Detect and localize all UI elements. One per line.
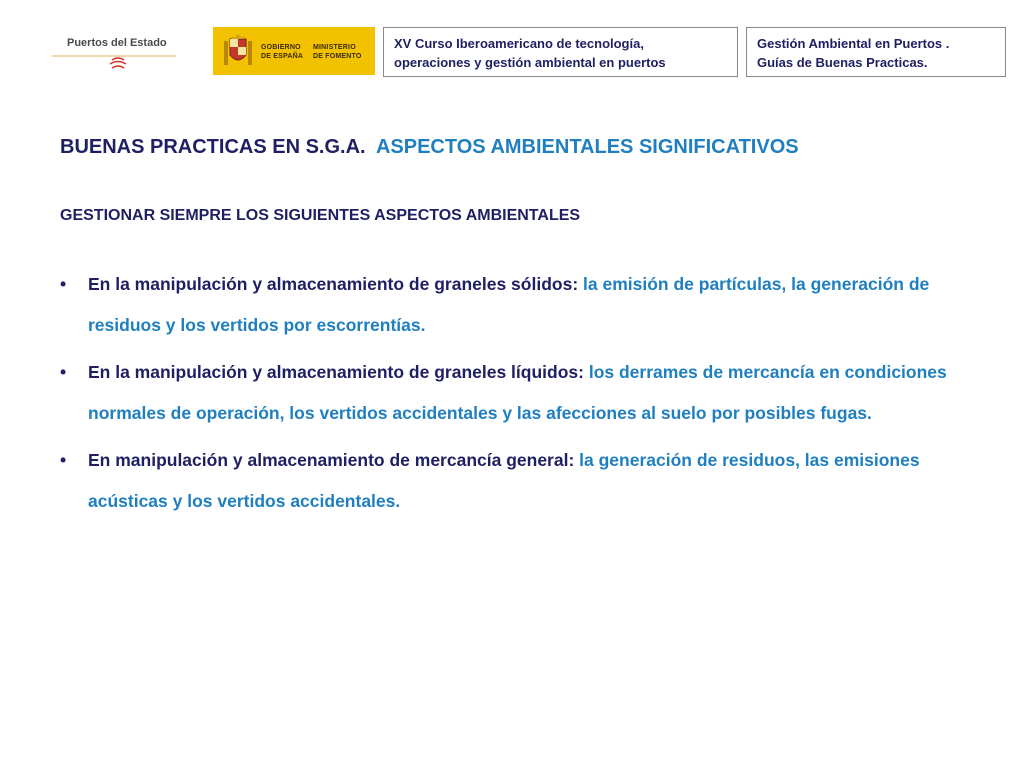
gobierno-text (261, 43, 303, 61)
topic-line-2: Guías de Buenas Practicas. (757, 55, 928, 70)
title-part-1: BUENAS PRACTICAS EN S.G.A. (60, 136, 366, 158)
bullet-dot-icon: • (60, 362, 67, 382)
bullet-detail: la emisión de partículas, la generación de residuos y los vertidos por escorrentías. (88, 274, 930, 335)
bullet-detail: los derrames de mercancía en condiciones normales de operación, los vertidos accidentales y las afecciones al suelo por posibles fugas. (88, 362, 947, 423)
course-line-1: XV Curso Iberoamericano de tecnología, (394, 36, 644, 51)
puertos-del-estado-logo (50, 34, 178, 74)
gobierno-line-2: DE ESPAÑA (261, 53, 304, 60)
bullet-list (60, 264, 960, 528)
slide-subtitle: GESTIONAR SIEMPRE LOS SIGUIENTES ASPECTOS AMBIENTALES (60, 207, 581, 224)
bullet-item-graneles-solidos (60, 264, 960, 346)
bullet-detail: la generación de residuos, las emisiones acústicas y los vertidos accidentales. (88, 450, 920, 511)
bullet-dot-icon: • (60, 450, 67, 470)
gobierno-line-1: GOBIERNO (261, 44, 301, 51)
course-line-2: operaciones y gestión ambiental en puertos (394, 55, 666, 70)
bullet-dot-icon: • (60, 274, 67, 294)
slide-header (0, 0, 1024, 90)
ministerio-line-2: DE FOMENTO (313, 53, 362, 60)
bullet-item-mercancia-general (60, 440, 960, 522)
puertos-logo-text: Puertos del Estado (67, 37, 167, 49)
topic-title-box (746, 27, 1006, 77)
bullet-lead: En la manipulación y almacenamiento de graneles sólidos: (88, 274, 579, 294)
ministerio-text (313, 43, 362, 61)
ministerio-line-1: MINISTERIO (313, 44, 356, 51)
title-part-2: ASPECTOS AMBIENTALES SIGNIFICATIVOS (375, 136, 799, 158)
course-title-box (383, 27, 738, 77)
bullet-item-graneles-liquidos (60, 352, 960, 434)
topic-line-1: Gestión Ambiental en Puertos . (757, 36, 950, 51)
gobierno-ministerio-logo (213, 27, 375, 75)
coat-of-arms-icon (221, 33, 255, 69)
bullet-lead: En la manipulación y almacenamiento de graneles líquidos: (88, 362, 584, 382)
slide-title (60, 136, 799, 159)
bullet-lead: En manipulación y almacenamiento de mercancía general: (88, 450, 575, 470)
